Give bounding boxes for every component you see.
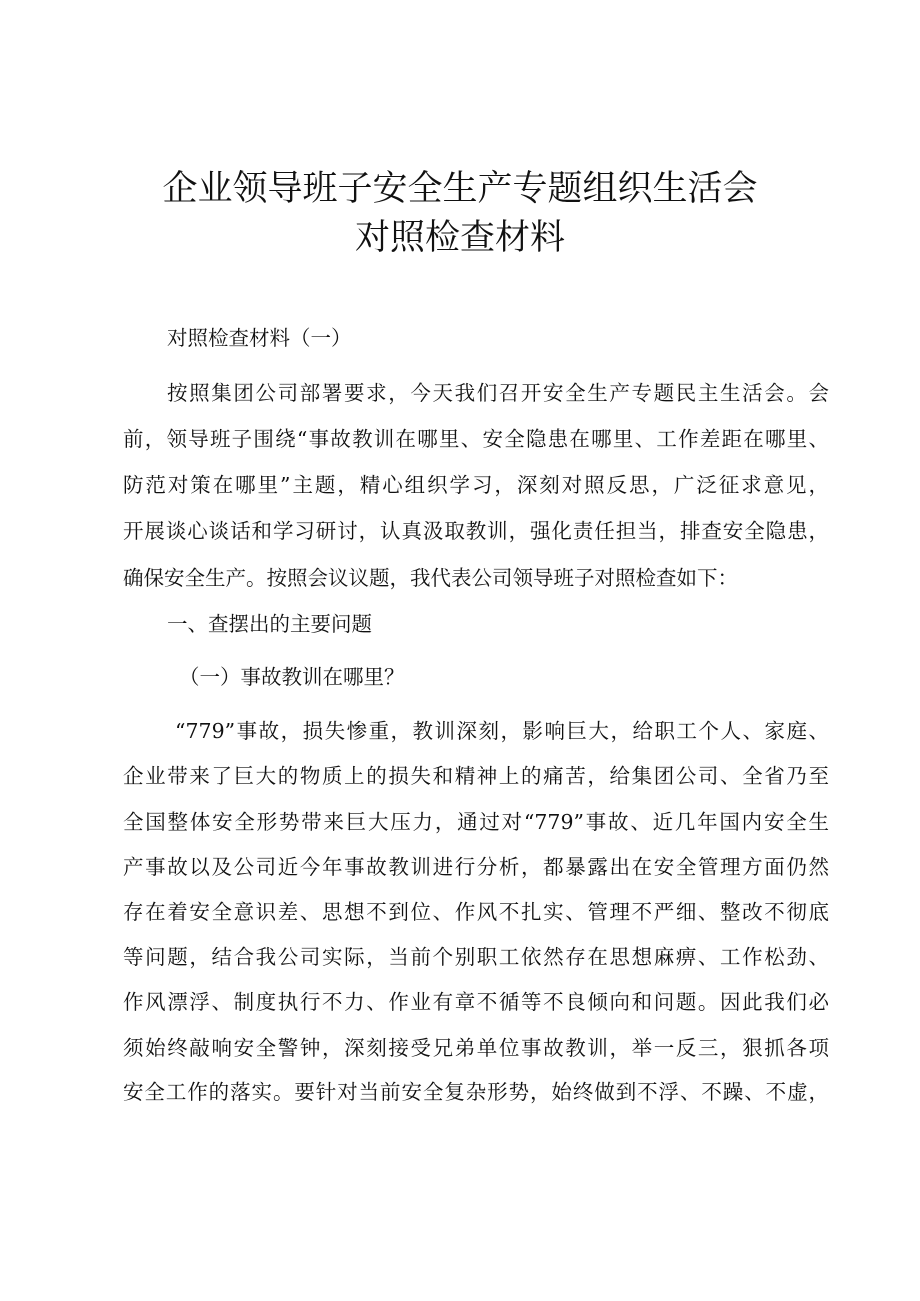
paragraph-1-line: 开展谈心谈话和学习研讨，认真汲取教训，强化责任担当，排查安全隐患，	[123, 519, 829, 543]
paragraph-2-line: 存在着安全意识差、思想不到位、作风不扎实、管理不严细、整改不彻底	[123, 900, 829, 924]
section-heading: 一、查摆出的主要问题	[167, 612, 372, 636]
subsection-heading: （一）事故教训在哪里？	[179, 665, 405, 689]
paragraph-1-line: 前，领导班子围绕“事故教训在哪里、安全隐患在哪里、工作差距在哪里、	[123, 427, 829, 451]
document-title-line-2: 对照检查材料	[354, 218, 565, 258]
paragraph-2-line: 企业带来了巨大的物质上的损失和精神上的痛苦，给集团公司、全省乃至	[123, 764, 829, 788]
paragraph-2-line: 作风漂浮、制度执行不力、作业有章不循等不良倾向和问题。因此我们必	[123, 990, 829, 1014]
paragraph-2-line: 全国整体安全形势带来巨大压力，通过对“779”事故、近几年国内安全生	[123, 810, 829, 834]
paragraph-2-line: 产事故以及公司近今年事故教训进行分析，都暴露出在安全管理方面仍然	[123, 855, 829, 879]
paragraph-2-line: 安全工作的落实。要针对当前安全复杂形势，始终做到不浮、不躁、不虚，	[123, 1080, 829, 1104]
paragraph-1-line: 防范对策在哪里”主题，精心组织学习，深刻对照反思，广泛征求意见，	[123, 473, 829, 497]
paragraph-2-line: “779”事故，损失惨重，教训深刻，影响巨大，给职工个人、家庭、	[175, 719, 829, 743]
section-label: 对照检查材料（一）	[167, 326, 352, 350]
paragraph-2-line: 须始终敲响安全警钟，深刻接受兄弟单位事故教训，举一反三，狠抓各项	[123, 1036, 829, 1060]
paragraph-1-line: 按照集团公司部署要求，今天我们召开安全生产专题民主生活会。会	[167, 381, 829, 405]
paragraph-2-line: 等问题，结合我公司实际，当前个别职工依然存在思想麻痹、工作松劲、	[123, 945, 829, 969]
document-title-line-1: 企业领导班子安全生产专题组织生活会	[162, 169, 758, 209]
paragraph-1-line: 确保安全生产。按照会议议题，我代表公司领导班子对照检查如下：	[123, 566, 738, 590]
